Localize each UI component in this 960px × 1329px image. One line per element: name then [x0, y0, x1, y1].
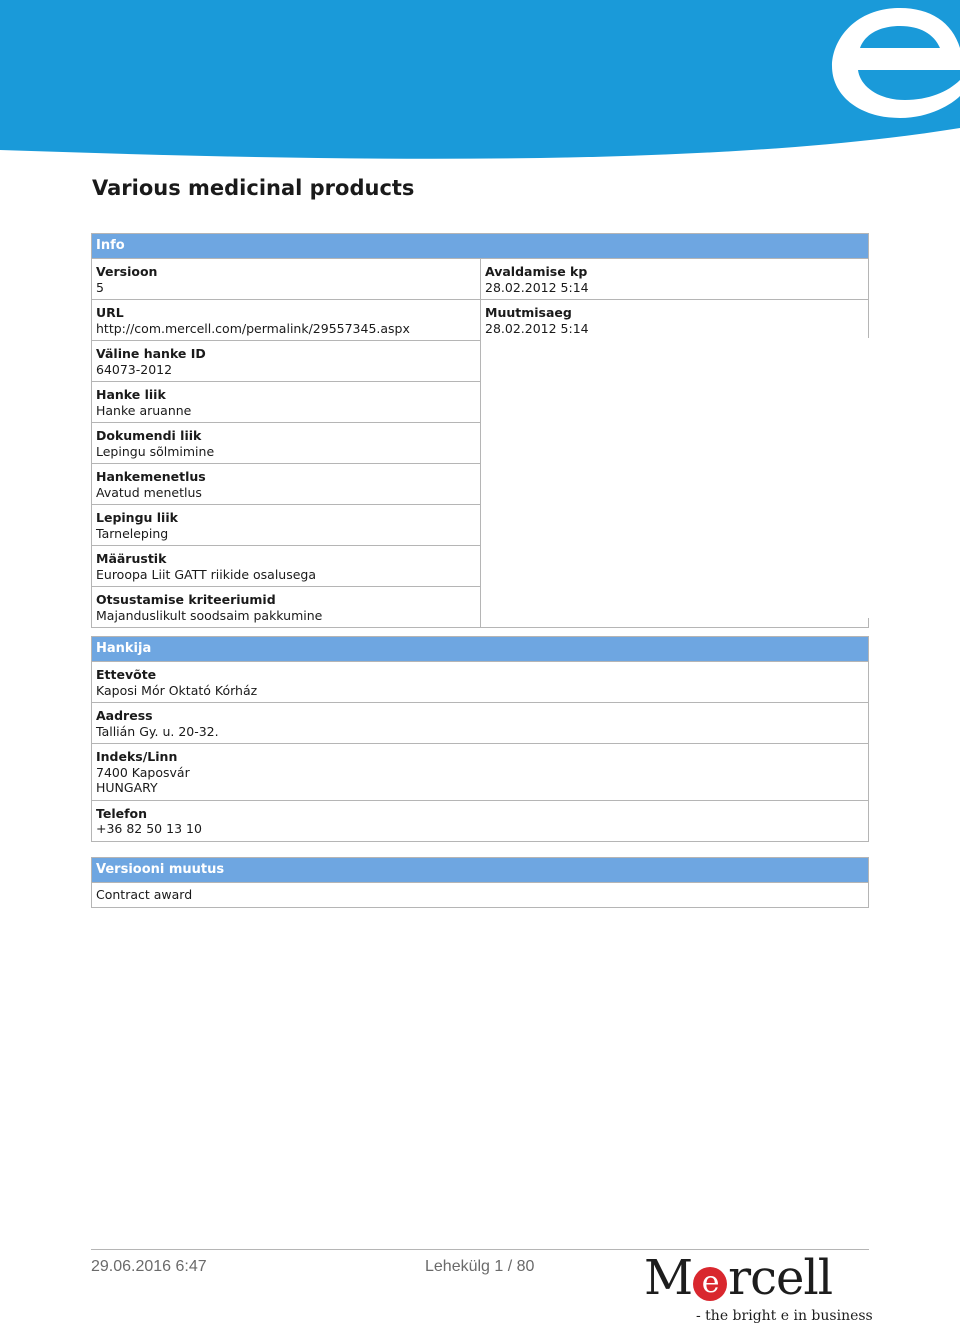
- logo-tagline: - the bright e in business: [696, 1308, 873, 1324]
- info-field-url: [92, 300, 481, 341]
- field-value: Majanduslikult soodsaim pakkumine: [96, 607, 323, 623]
- field-label: Indeks/Linn: [96, 749, 178, 764]
- field-label: Versioon: [96, 264, 158, 279]
- info-left-column: [92, 259, 481, 627]
- field-label: Ettevõte: [96, 667, 157, 682]
- buyer-heading: Hankija: [92, 637, 868, 662]
- info-right-column: [481, 259, 868, 341]
- info-mask: [481, 338, 871, 618]
- field-value: 64073-2012: [96, 361, 173, 377]
- buyer-field-address: [92, 703, 868, 744]
- info-field-document-type: [92, 423, 481, 464]
- field-value: 5: [96, 279, 104, 295]
- field-label: Muutmisaeg: [485, 305, 572, 320]
- header-band: [0, 0, 960, 162]
- field-value: Tarneleping: [96, 525, 169, 541]
- field-label: Otsustamise kriteeriumid: [96, 592, 276, 607]
- footer-page-number: Lehekülg 1 / 80: [425, 1258, 535, 1275]
- page-title: Various medicinal products: [92, 176, 415, 200]
- field-value: 28.02.2012 5:14: [485, 320, 589, 336]
- field-value-country: HUNGARY: [96, 780, 158, 795]
- mercell-logo: [644, 1250, 873, 1327]
- info-field-regulation: [92, 546, 481, 587]
- header-banner: [0, 0, 960, 162]
- field-value: 28.02.2012 5:14: [485, 279, 589, 295]
- logo-wordmark: [644, 1252, 832, 1304]
- logo-part: rcell: [728, 1250, 833, 1306]
- footer-date: 29.06.2016 6:47: [91, 1258, 207, 1275]
- field-label: Avaldamise kp: [485, 264, 588, 279]
- info-heading: Info: [92, 234, 868, 259]
- field-label: Aadress: [96, 708, 153, 723]
- field-label: Dokumendi liik: [96, 428, 202, 443]
- info-field-procurement-type: [92, 382, 481, 423]
- field-label: Hankemenetlus: [96, 469, 206, 484]
- info-field-contract-type: [92, 505, 481, 546]
- info-field-modified-date: [481, 300, 868, 341]
- field-label: URL: [96, 305, 124, 320]
- field-label: Hanke liik: [96, 387, 166, 402]
- logo-e-mark: e: [693, 1267, 727, 1301]
- buyer-section: [91, 636, 869, 842]
- field-value: Contract award: [96, 887, 193, 902]
- field-value: Avatud menetlus: [96, 484, 202, 500]
- field-value: Lepingu sõlmimine: [96, 443, 215, 459]
- field-label: Telefon: [96, 805, 148, 821]
- field-label: Väline hanke ID: [96, 346, 206, 361]
- buyer-field-company: [92, 662, 868, 703]
- info-field-published-date: [481, 259, 868, 300]
- field-label: Lepingu liik: [96, 510, 178, 525]
- version-change-section: [91, 857, 869, 908]
- field-value: Euroopa Liit GATT riikide osalusega: [96, 566, 317, 582]
- field-value: +36 82 50 13 10: [96, 821, 202, 836]
- version-change-heading: Versiooni muutus: [92, 858, 868, 883]
- buyer-field-phone: [92, 801, 868, 841]
- field-value: Tallián Gy. u. 20-32.: [96, 723, 219, 739]
- info-field-procedure: [92, 464, 481, 505]
- field-value: Kaposi Mór Oktató Kórház: [96, 682, 258, 698]
- permalink-link[interactable]: http://com.mercell.com/permalink/29557345.aspx: [96, 320, 410, 336]
- info-field-award-criteria: [92, 587, 481, 627]
- version-change-field: [92, 883, 868, 907]
- field-label: Määrustik: [96, 551, 167, 566]
- info-field-version: [92, 259, 481, 300]
- logo-part: M: [644, 1250, 693, 1306]
- buyer-field-zip-city: [92, 744, 868, 801]
- info-field-external-id: [92, 341, 481, 382]
- field-value: Hanke aruanne: [96, 402, 192, 418]
- field-value: 7400 Kaposvár: [96, 764, 190, 780]
